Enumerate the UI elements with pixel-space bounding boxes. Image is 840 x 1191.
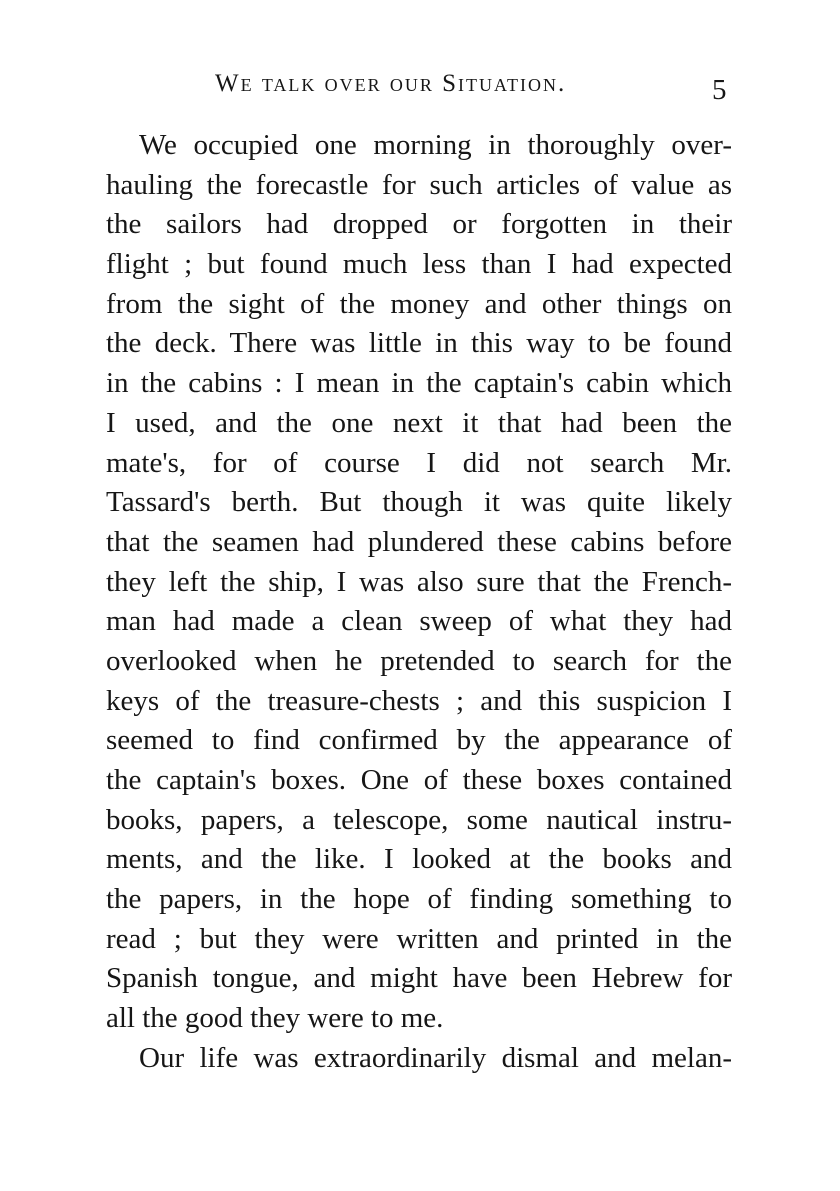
- text-line: from the sight of the money and other things on: [106, 287, 732, 320]
- text-line: the papers, in the hope of finding something to: [106, 883, 732, 916]
- text-line: man had made a clean sweep of what they had: [106, 605, 732, 638]
- text-line: the captain's boxes. One of these boxes contained: [106, 764, 732, 796]
- body-text: [106, 126, 732, 1079]
- text-line: We occupied one morning in thoroughly over-: [139, 129, 732, 161]
- text-line: seemed to find confirmed by the appearance of: [106, 724, 732, 757]
- text-line: they left the ship, I was also sure that the French-: [106, 565, 732, 598]
- text-line: books, papers, a telescope, some nautical instru-: [106, 803, 732, 836]
- text-line: ments, and the like. I looked at the books and: [106, 843, 732, 876]
- text-line: flight ; but found much less than I had expected: [106, 248, 732, 281]
- text-line: Our life was extraordinarily dismal and melan-: [139, 1041, 732, 1074]
- paragraph-2: [106, 1039, 732, 1079]
- text-line: I used, and the one next it that had been the: [106, 406, 732, 439]
- text-line: overlooked when he pretended to search for the: [106, 644, 732, 677]
- page-number: 5: [712, 74, 727, 106]
- text-line: all the good they were to me.: [106, 1002, 444, 1035]
- text-line: Tassard's berth. But though it was quite likely: [106, 486, 732, 519]
- text-line: hauling the forecastle for such articles of value as: [106, 168, 732, 201]
- text-line: the deck. There was little in this way to be found: [106, 327, 732, 360]
- running-head-title: We talk over our Situation.: [215, 70, 567, 97]
- text-line: keys of the treasure-chests ; and this suspicion I: [106, 684, 732, 717]
- text-line: the sailors had dropped or forgotten in their: [106, 208, 732, 241]
- text-line: that the seamen had plundered these cabins before: [106, 525, 732, 558]
- paragraph-1: [106, 126, 732, 1039]
- text-line: Spanish tongue, and might have been Hebrew for: [106, 962, 732, 995]
- running-head: [0, 70, 840, 114]
- text-line: in the cabins : I mean in the captain's cabin which: [106, 367, 732, 400]
- text-line: read ; but they were written and printed in the: [106, 922, 732, 955]
- text-line: mate's, for of course I did not search Mr.: [106, 446, 732, 479]
